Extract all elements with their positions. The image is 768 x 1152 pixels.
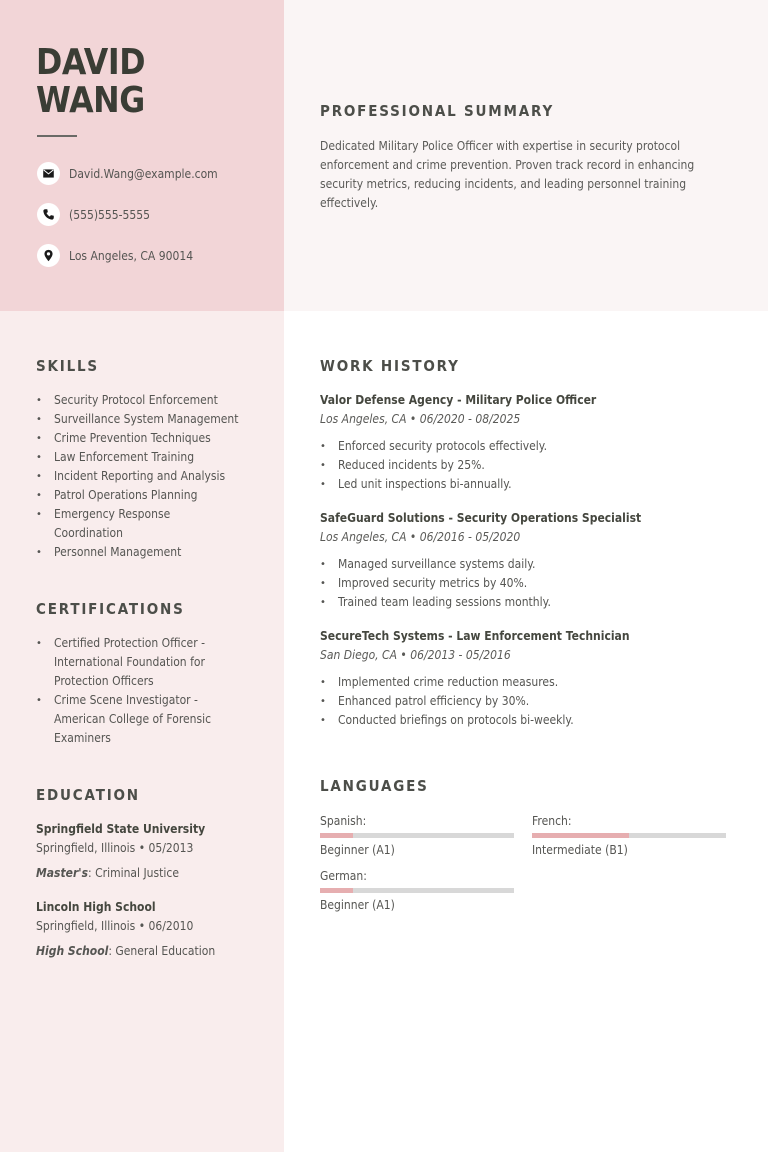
skill-item: • Incident Reporting and Analysis	[36, 467, 259, 486]
proficiency-bar	[320, 833, 514, 838]
job-meta: Los Angeles, CA • 06/2020 - 08/2025	[320, 412, 521, 426]
summary-text	[320, 137, 740, 213]
language-level: Beginner (A1)	[320, 843, 395, 857]
job-title: SecureTech Systems - Law Enforcement Technician	[320, 629, 630, 643]
last-name: WANG	[36, 80, 145, 121]
job-bullet: • Enforced security protocols effectively.	[320, 437, 740, 456]
language-name: Spanish:	[320, 814, 367, 828]
job-bullet: • Reduced incidents by 25%.	[320, 456, 740, 475]
skills-list	[36, 391, 259, 562]
job-bullet: • Led unit inspections bi-annually.	[320, 475, 740, 494]
contact-phone[interactable]	[37, 203, 159, 226]
summary-heading: PROFESSIONAL SUMMARY	[320, 102, 555, 120]
job-meta: Los Angeles, CA • 06/2016 - 05/2020	[320, 530, 521, 544]
school-location-date: Springfield, Illinois • 06/2010	[36, 919, 194, 933]
certifications-heading: CERTIFICATIONS	[36, 600, 185, 618]
job-title: Valor Defense Agency - Military Police Officer	[320, 393, 597, 407]
language-french	[532, 813, 726, 858]
job-bullet: • Managed surveillance systems daily.	[320, 555, 740, 574]
job-bullet: • Improved security metrics by 40%.	[320, 574, 740, 593]
education-entry	[36, 898, 235, 961]
language-name: French:	[532, 814, 572, 828]
skill-item: • Law Enforcement Training	[36, 448, 259, 467]
language-spanish	[320, 813, 514, 858]
job-bullets	[320, 437, 740, 494]
school-name: Lincoln High School	[36, 900, 156, 914]
job-bullet: • Trained team leading sessions monthly.	[320, 593, 740, 612]
school-name: Springfield State University	[36, 822, 206, 836]
job-bullets	[320, 555, 740, 612]
language-level: Beginner (A1)	[320, 898, 395, 912]
work-history-heading: WORK HISTORY	[320, 357, 460, 375]
job-meta: San Diego, CA • 06/2013 - 05/2016	[320, 648, 511, 662]
name-divider	[37, 135, 77, 137]
email-text: David.Wang@example.com	[69, 166, 218, 181]
location-text: Los Angeles, CA 90014	[69, 248, 194, 263]
skill-item: • Patrol Operations Planning	[36, 486, 259, 505]
phone-text: (555)555-5555	[69, 207, 151, 222]
job-bullet: • Implemented crime reduction measures.	[320, 673, 740, 692]
phone-icon	[37, 203, 60, 226]
certifications-list	[36, 634, 229, 748]
certification-item: • Certified Protection Officer - International Foundation for Protection Officers	[36, 634, 229, 691]
certification-item: • Crime Scene Investigator - American College of Forensic Examiners	[36, 691, 229, 748]
proficiency-bar	[320, 888, 514, 893]
skill-item: • Crime Prevention Techniques	[36, 429, 259, 448]
job-entry	[320, 509, 740, 612]
degree: Master's: Criminal Justice	[36, 866, 179, 880]
candidate-name	[36, 44, 145, 120]
skill-item: • Surveillance System Management	[36, 410, 259, 429]
education-heading: EDUCATION	[36, 786, 140, 804]
skill-item: • Personnel Management	[36, 543, 259, 562]
skills-heading: SKILLS	[36, 357, 99, 375]
contact-location	[37, 244, 207, 267]
contact-email[interactable]	[37, 162, 234, 185]
job-entry	[320, 627, 740, 730]
proficiency-bar	[532, 833, 726, 838]
first-name: DAVID	[36, 42, 146, 83]
skill-item: • Emergency Response Coordination	[36, 505, 259, 543]
education-entry	[36, 820, 224, 883]
summary-paragraph: Dedicated Military Police Officer with expertise in security protocol enforcement and crime prevention. Proven track record in enhancing security metrics, reducing incidents, and leading personnel training effectively.	[320, 139, 695, 210]
languages-heading: LANGUAGES	[320, 777, 429, 795]
job-entry	[320, 391, 740, 494]
proficiency-fill	[320, 833, 353, 838]
proficiency-fill	[320, 888, 353, 893]
job-bullet: • Conducted briefings on protocols bi-weekly.	[320, 711, 740, 730]
skill-item: • Security Protocol Enforcement	[36, 391, 259, 410]
language-level: Intermediate (B1)	[532, 843, 628, 857]
degree: High School: General Education	[36, 944, 216, 958]
school-location-date: Springfield, Illinois • 05/2013	[36, 841, 194, 855]
language-german	[320, 868, 514, 913]
map-pin-icon	[37, 244, 60, 267]
proficiency-fill	[532, 833, 629, 838]
job-bullet: • Enhanced patrol efficiency by 30%.	[320, 692, 740, 711]
envelope-icon	[37, 162, 60, 185]
job-bullets	[320, 673, 740, 730]
job-title: SafeGuard Solutions - Security Operations Specialist	[320, 511, 642, 525]
language-name: German:	[320, 869, 367, 883]
